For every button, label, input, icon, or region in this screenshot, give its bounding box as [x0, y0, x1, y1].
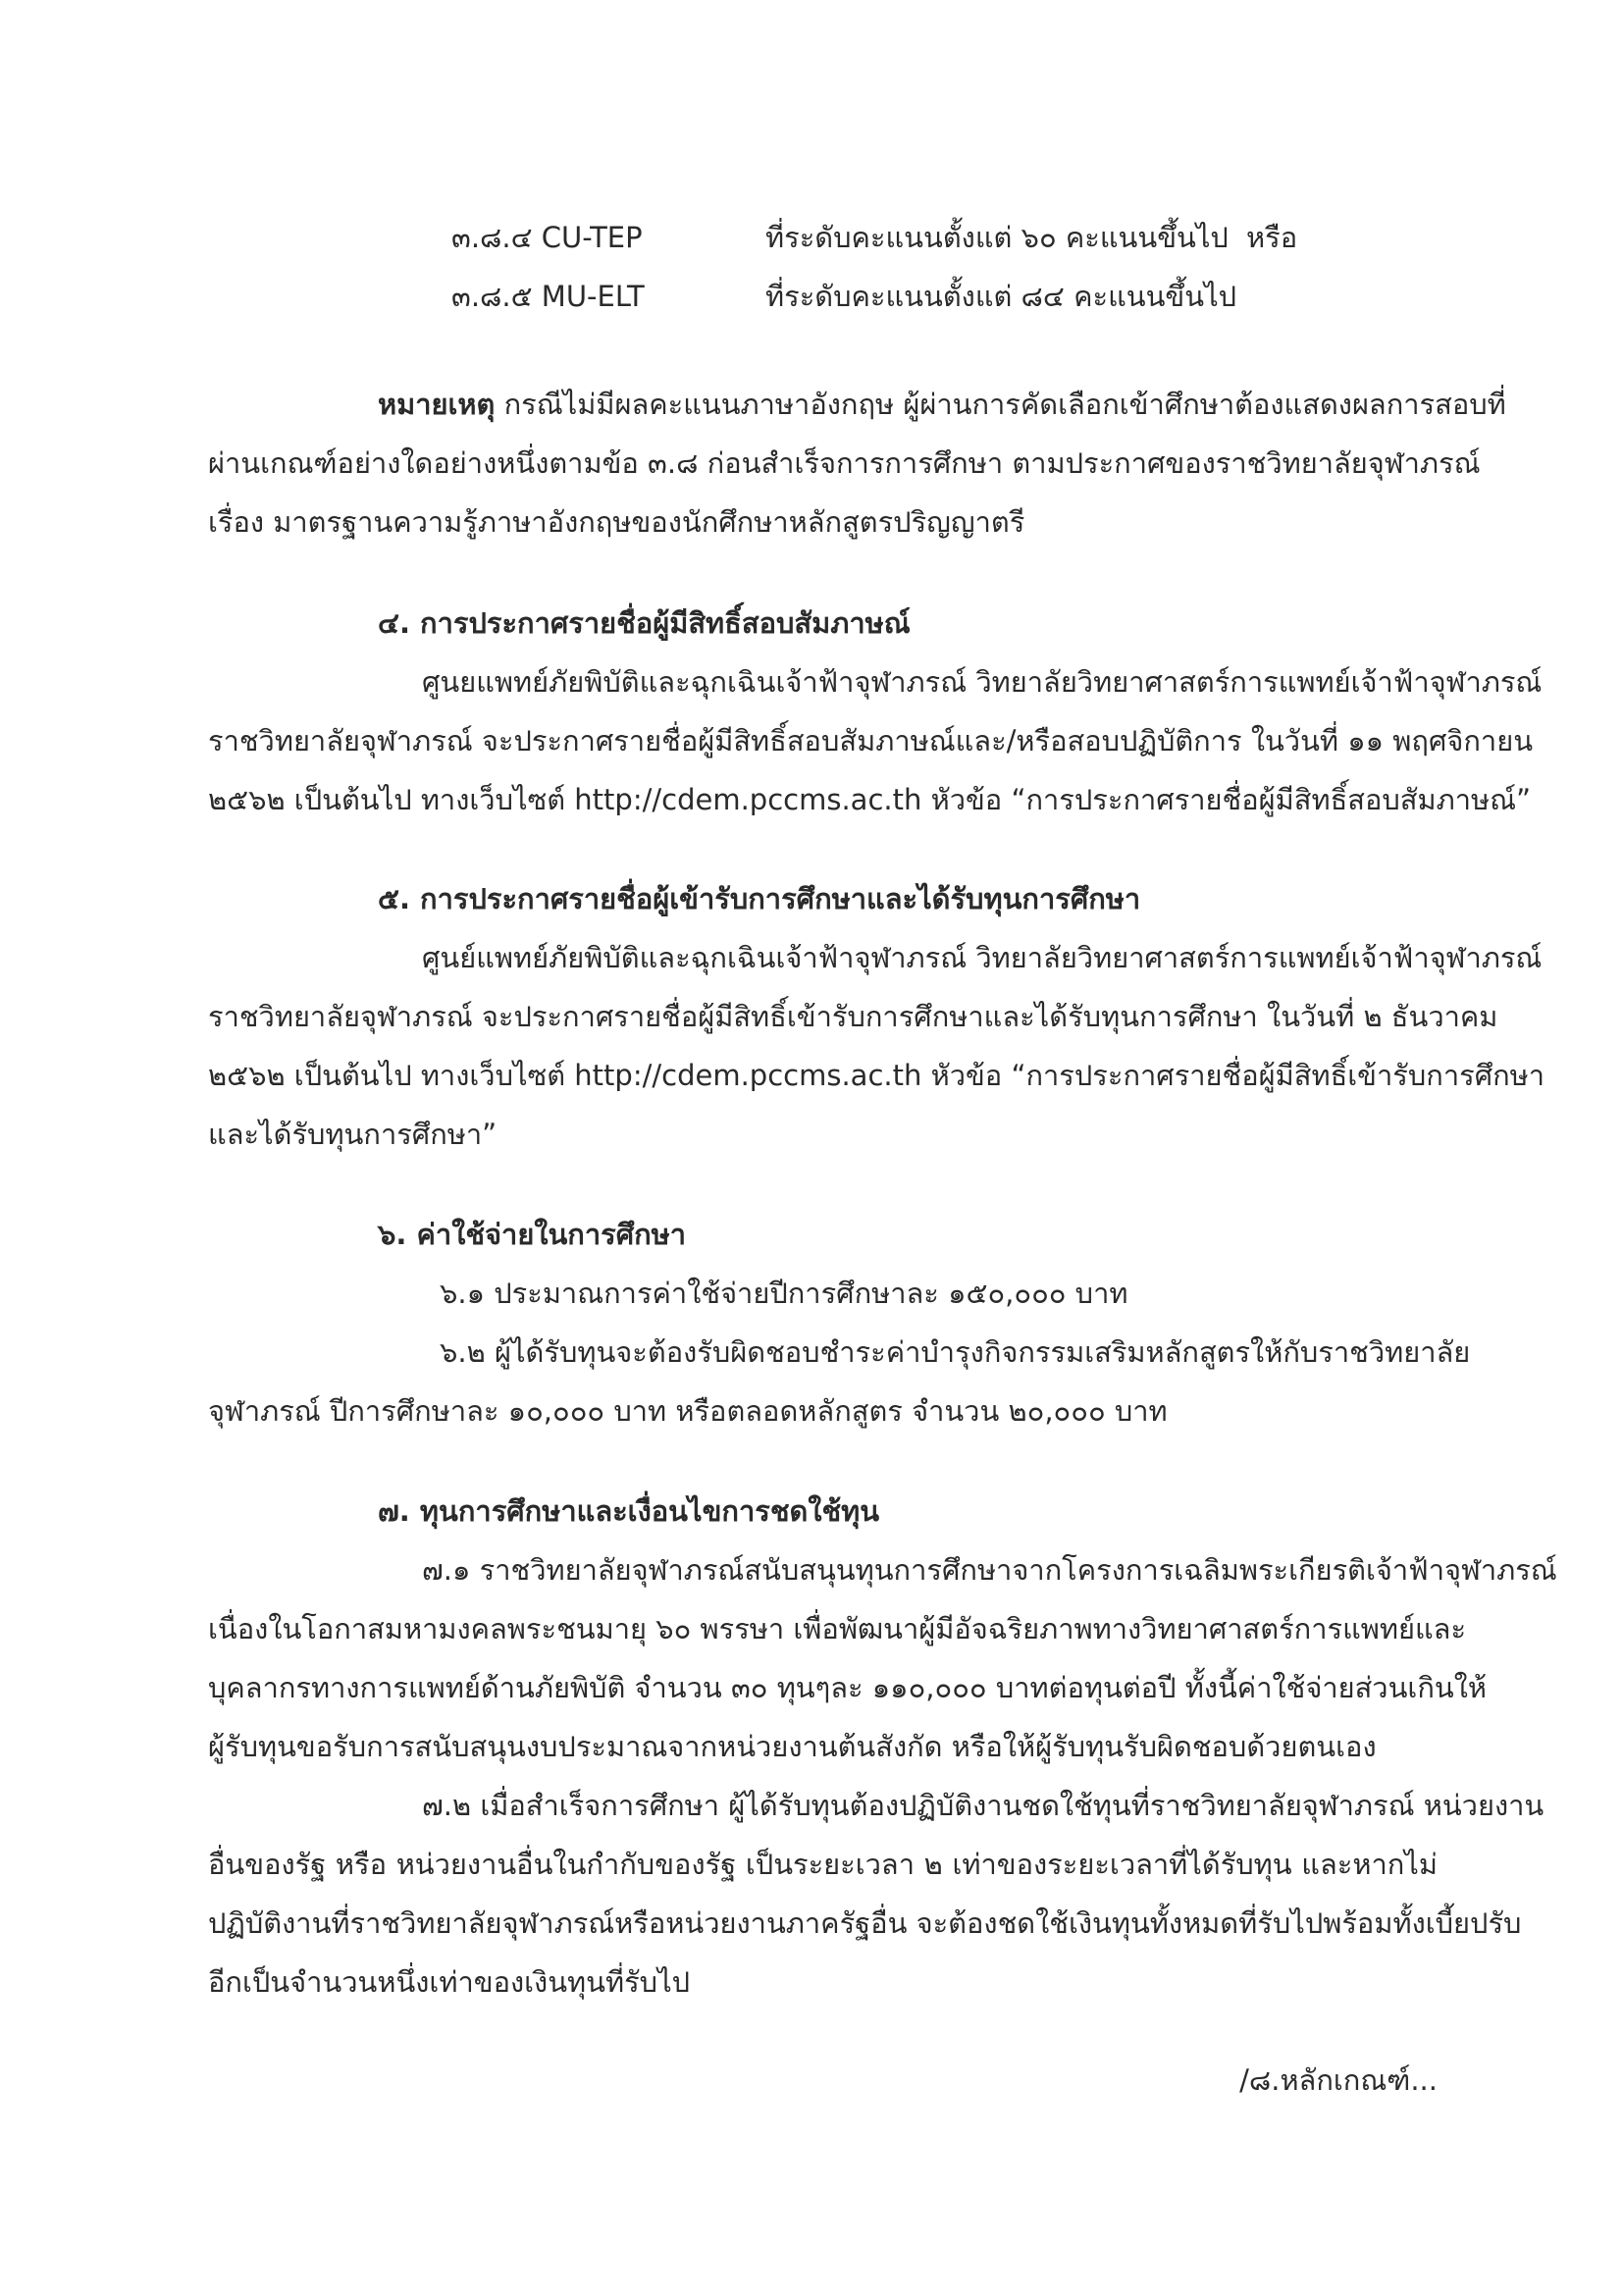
section4-title: ๔. การประกาศรายชื่อผู้มีสิทธิ์สอบสัมภาษณ์	[378, 606, 911, 640]
section7-item1-line-2: เนื่องในโอกาสมหามงคลพระชนมายุ ๖๐ พรรษา เพื่อพัฒนาผู้มีอัจฉริยภาพทางวิทยาศาสตร์การแพทย์และ	[208, 1612, 1467, 1645]
section4-line-1: ศูนยแพทย์ภัยพิบัติและฉุกเฉินเจ้าฟ้าจุฬาภรณ์ วิทยาลัยวิทยาศาสตร์การแพทย์เจ้าฟ้าจุฬาภรณ์	[422, 665, 1543, 699]
section4-line-3: ๒๕๖๒ เป็นต้นไป ทางเว็บไซต์ http://cdem.pccms.ac.th หัวข้อ “การประกาศรายชื่อผู้มีสิทธิ์สอบสัมภาษณ์”	[208, 783, 1532, 816]
note-line-3: เรื่อง มาตรฐานความรู้ภาษาอังกฤษของนักศึกษาหลักสูตรปริญญาตรี	[208, 505, 1025, 539]
section7-item1-line-3: บุคลากรทางการแพทย์ด้านภัยพิบัติ จำนวน ๓๐ ทุนๆละ ๑๑๐,๐๐๐ บาทต่อทุนต่อปี ทั้งนี้ค่าใช้จ่ายส่วนเกินให้	[208, 1671, 1487, 1704]
note-text-1: กรณีไม่มีผลคะแนนภาษาอังกฤษ ผู้ผ่านการคัดเลือกเข้าศึกษาต้องแสดงผลการสอบที่	[495, 388, 1506, 421]
section6-item-2-line-1: ๖.๒ ผู้ได้รับทุนจะต้องรับผิดชอบชำระค่าบำรุงกิจกรรมเสริมหลักสูตรให้กับราชวิทยาลัย	[440, 1335, 1471, 1369]
section5-line-4: และได้รับทุนการศึกษา”	[208, 1118, 497, 1151]
section5-line-1: ศูนย์แพทย์ภัยพิบัติและฉุกเฉินเจ้าฟ้าจุฬาภรณ์ วิทยาลัยวิทยาศาสตร์การแพทย์เจ้าฟ้าจุฬาภรณ์	[422, 941, 1543, 974]
next-page-marker: /๘.หลักเกณฑ์...	[1239, 2063, 1438, 2097]
section7-title: ๗. ทุนการศึกษาและเงื่อนไขการชดใช้ทุน	[378, 1494, 880, 1528]
section7-item1-line-1: ๗.๑ ราชวิทยาลัยจุฬาภรณ์สนับสนุนทุนการศึกษาจากโครงการเฉลิมพระเกียรติเจ้าฟ้าจุฬาภรณ์	[422, 1553, 1557, 1587]
note-line-1	[378, 385, 1506, 424]
section5-line-3: ๒๕๖๒ เป็นต้นไป ทางเว็บไซต์ http://cdem.pccms.ac.th หัวข้อ “การประกาศรายชื่อผู้มีสิทธิ์เข้ารับการศึกษา	[208, 1059, 1545, 1092]
section6-title: ๖. ค่าใช้จ่ายในการศึกษา	[378, 1218, 687, 1251]
note-label: หมายเหตุ	[378, 388, 496, 421]
section7-item2-line-4: อีกเป็นจำนวนหนึ่งเท่าของเงินทุนที่รับไป	[208, 1965, 691, 1999]
section5-title: ๕. การประกาศรายชื่อผู้เข้ารับการศึกษาและได้รับทุนการศึกษา	[378, 882, 1141, 915]
score-text-muelt: ที่ระดับคะแนนตั้งแต่ ๘๔ คะแนนขึ้นไป	[765, 280, 1237, 313]
section4-line-2: ราชวิทยาลัยจุฬาภรณ์ จะประกาศรายชื่อผู้มีสิทธิ์สอบสัมภาษณ์และ/หรือสอบปฏิบัติการ ในวันที่ ๑๑ พฤศจิกายน	[208, 724, 1534, 757]
section7-item2-line-3: ปฏิบัติงานที่ราชวิทยาลัยจุฬาภรณ์หรือหน่วยงานภาครัฐอื่น จะต้องชดใช้เงินทุนทั้งหมดที่รับไปพร้อมทั้งเบี้ยปรับ	[208, 1906, 1522, 1940]
section7-item1-line-4: ผู้รับทุนขอรับการสนับสนุนงบประมาณจากหน่วยงานต้นสังกัด หรือให้ผู้รับทุนรับผิดชอบด้วยตนเอง	[208, 1730, 1377, 1763]
score-label-muelt: ๓.๘.๕ MU-ELT	[451, 280, 645, 313]
section6-item-2-line-2: จุฬาภรณ์ ปีการศึกษาละ ๑๐,๐๐๐ บาท หรือตลอดหลักสูตร จำนวน ๒๐,๐๐๐ บาท	[208, 1394, 1168, 1428]
section7-item2-line-2: อื่นของรัฐ หรือ หน่วยงานอื่นในกำกับของรัฐ เป็นระยะเวลา ๒ เท่าของระยะเวลาที่ได้รับทุน และหากไม่	[208, 1848, 1438, 1881]
score-text-cutep: ที่ระดับคะแนนตั้งแต่ ๖๐ คะแนนขึ้นไป	[765, 221, 1229, 254]
section7-item2-line-1: ๗.๒ เมื่อสำเร็จการศึกษา ผู้ได้รับทุนต้องปฏิบัติงานชดใช้ทุนที่ราชวิทยาลัยจุฬาภรณ์ หน่วยงาน	[422, 1789, 1544, 1822]
note-line-2: ผ่านเกณฑ์อย่างใดอย่างหนึ่งตามข้อ ๓.๘ ก่อนสำเร็จการการศึกษา ตามประกาศของราชวิทยาลัยจุฬาภรณ์	[208, 446, 1481, 480]
section6-item-1: ๖.๑ ประมาณการค่าใช้จ่ายปีการศึกษาละ ๑๕๐,๐๐๐ บาท	[440, 1277, 1128, 1310]
score-label-cutep: ๓.๘.๔ CU-TEP	[451, 221, 643, 254]
section5-line-2: ราชวิทยาลัยจุฬาภรณ์ จะประกาศรายชื่อผู้มีสิทธิ์เข้ารับการศึกษาและได้รับทุนการศึกษา ในวันที่ ๒ ธันวาคม	[208, 1000, 1498, 1033]
score-suffix-or: หรือ	[1246, 221, 1298, 254]
